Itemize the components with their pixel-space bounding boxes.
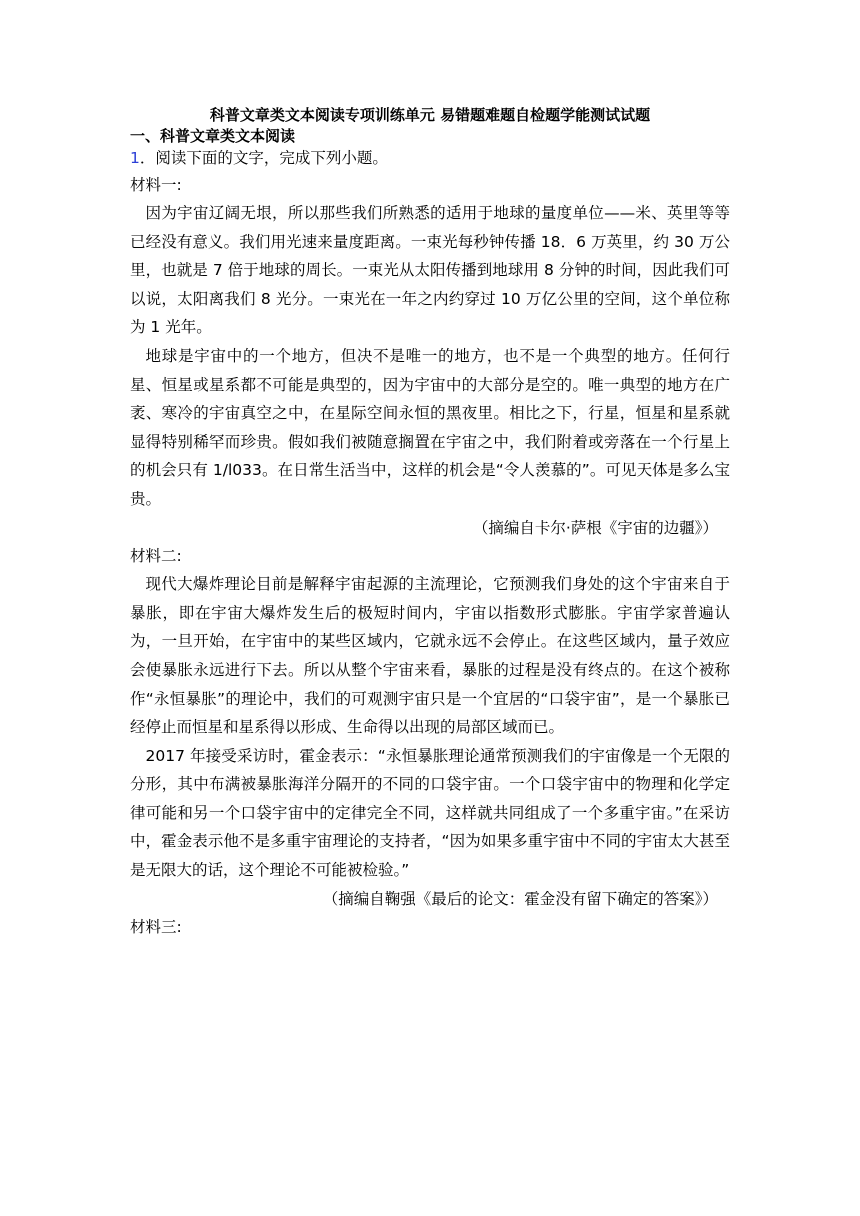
material-1-label: 材料一: [130, 176, 182, 194]
material-1-source: （摘编自卡尔·萨根《宇宙的边疆》） [472, 518, 718, 537]
document-title: 科普文章类文本阅读专项训练单元 易错题难题自检题学能测试试题 [209, 106, 651, 124]
question-number: 1 [130, 149, 140, 167]
material-2-source: （摘编自鞠强《最后的论文：霍金没有留下确定的答案》） [322, 889, 718, 908]
question-line [130, 146, 730, 171]
question-prompt: ．阅读下面的文字，完成下列小题。 [139, 149, 388, 167]
material-2-paragraph-1: 现代大爆炸理论目前是解释宇宙起源的主流理论，它预测我们身处的这个宇宙来自于暴胀，即在宇宙大爆炸发生后的极短时间内，宇宙以指数形式膨胀。宇宙学家普遍认为，一旦开始，在宇宙中的某些区域内，它就永远不会停止。在这些区域内，量子效应会使暴胀永远进行下去。所以从整个宇宙来看，暴胀的过程是没有终点的。在这个被称作“永恒暴胀”的理论中，我们的可观测宇宙只是一个宜居的“口袋宇宙”，是一个暴胀已经停止而恒星和星系得以形成、生命得以出现的局部区域而已。 [130, 575, 730, 737]
material-1-paragraph-2: 地球是宇宙中的一个地方，但决不是唯一的地方，也不是一个典型的地方。任何行星、恒星或星系都不可能是典型的，因为宇宙中的大部分是空的。唯一典型的地方在广袤、寒冷的宇宙真空之中，在星际空间永恒的黑夜里。相比之下，行星，恒星和星系就显得特别稀罕而珍贵。假如我们被随意搁置在宇宙之中，我们附着或旁落在一个行星上的机会只有 1/l033。在日常生活当中，这样的机会是“令人羡慕的”。可见天体是多么宝贵。 [130, 346, 730, 508]
material-1-paragraph-1: 因为宇宙辽阔无垠，所以那些我们所熟悉的适用于地球的量度单位——米、英里等等已经没有意义。我们用光速来量度距离。一束光每秒钟传播 18．6 万英里，约 30 万公里，也就是 7 倍于地球的周长。一束光从太阳传播到地球用 8 分钟的时间，因此我们可以说，太阳离我们 8 光分。一束光在一年之内约穿过 10 万亿公里的空间，这个单位称为 1 光年。 [130, 204, 730, 337]
material-3-label: 材料三: [130, 918, 182, 937]
section-heading: 一、科普文章类文本阅读 [130, 127, 296, 145]
material-2-label: 材料二: [130, 547, 182, 566]
document-page [130, 104, 730, 941]
material-2-paragraph-2: 2017 年接受采访时，霍金表示：“永恒暴胀理论通常预测我们的宇宙像是一个无限的分形，其中布满被暴胀海洋分隔开的不同的口袋宇宙。一个口袋宇宙中的物理和化学定律可能和另一个口袋宇宙中的定律完全不同，这样就共同组成了一个多重宇宙。”在采访中，霍金表示他不是多重宇宙理论的支持者，“因为如果多重宇宙中不同的宇宙太大甚至是无限大的话，这个理论不可能被检验。” [130, 746, 730, 880]
